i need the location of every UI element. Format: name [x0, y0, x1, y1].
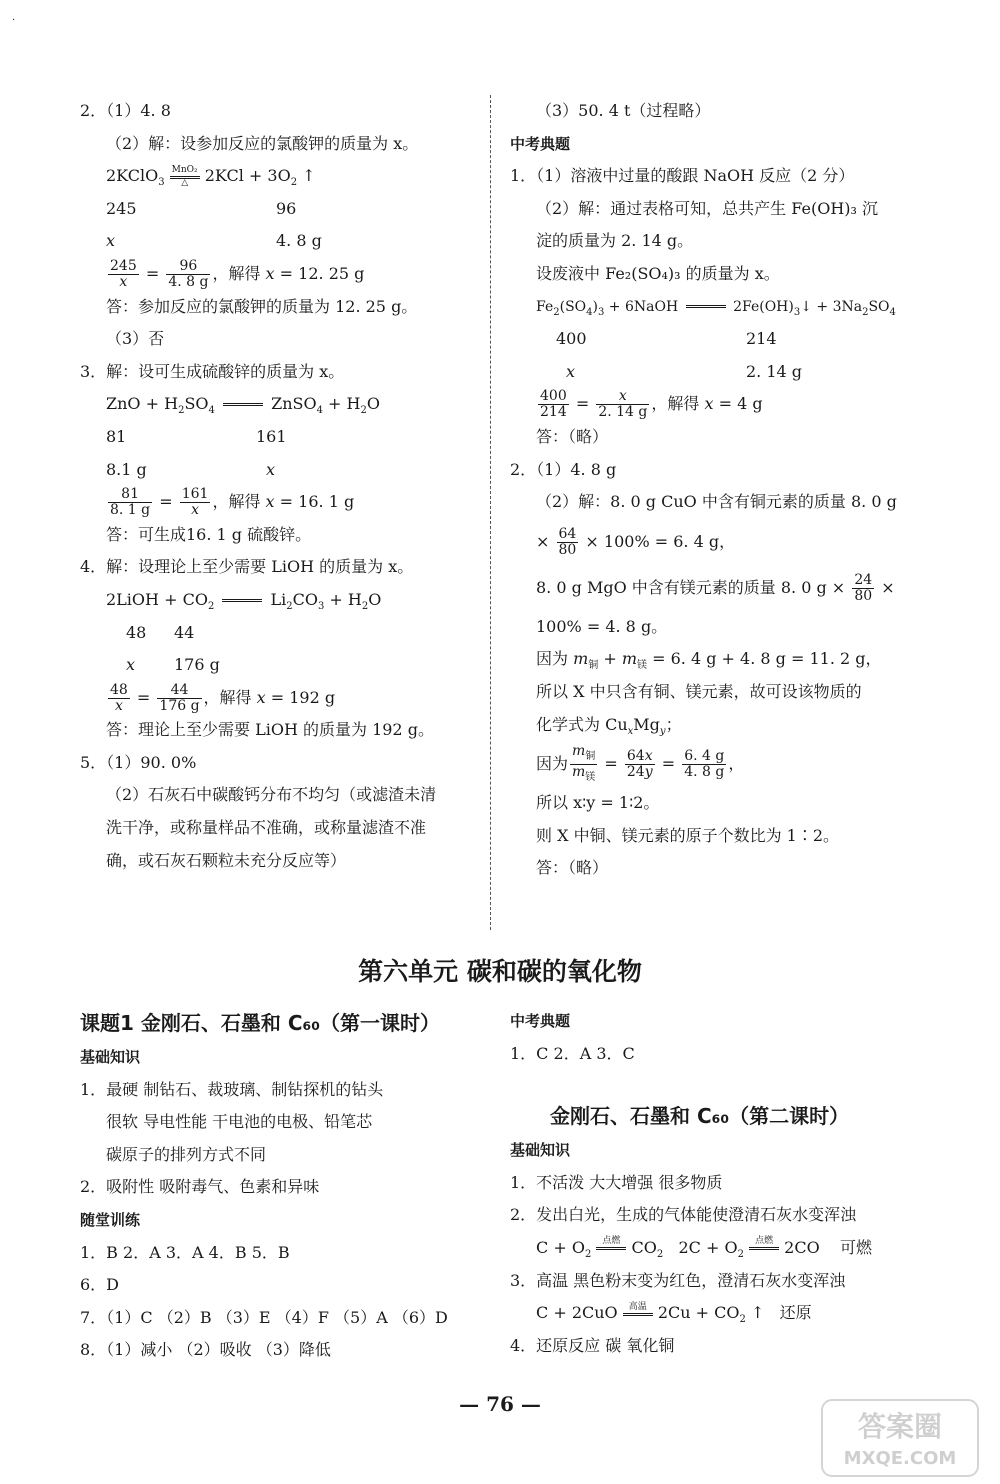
answer-line: 设废液中 Fe₂(SO₄)₃ 的质量为 x。	[536, 263, 780, 283]
section-heading: 中考典题	[510, 134, 571, 153]
answer-line: 81 161	[106, 426, 287, 446]
answer-line: 所以 x∶y = 1∶2。	[536, 793, 660, 813]
answer-line: 48 44	[126, 622, 195, 642]
answer-line: 6．D	[80, 1275, 120, 1295]
ratio-equation: $\frac{400}{214}$ = $\frac{x}{2. 14 g}$ ，解得 x = 4 g	[540, 388, 763, 421]
answer-line: 1．（1）溶液中过量的酸跟 NaOH 反应（2 分）	[510, 166, 855, 186]
answer-line: 碳原子的排列方式不同	[106, 1144, 267, 1164]
bottom-left-block	[80, 1005, 490, 1367]
answer-line: 答：理论上至少需要 LiOH 的质量为 192 g。	[106, 720, 434, 740]
answer-line: （2）石灰石中碳酸钙分布不均匀（或滤渣未清	[106, 785, 437, 805]
answer-line: 400 214	[556, 329, 777, 349]
answer-line: 100% = 4. 8 g。	[536, 616, 668, 636]
answer-line: （2）解：8. 0 g CuO 中含有铜元素的质量 8. 0 g	[536, 492, 897, 512]
lesson-title: 课题1 金刚石、石墨和 C₆₀（第一课时）	[80, 1011, 441, 1035]
ratio-equation: × $\frac{64}{80}$ × 100% = 6. 4 g，	[536, 525, 736, 558]
chem-equation: 2LiOH + $CO_2$ $Li_2CO_3 + H_2O$	[106, 589, 382, 613]
answer-line: 8.1 g x	[106, 459, 276, 479]
answer-line: 245 96	[106, 198, 297, 218]
column-divider	[490, 95, 491, 930]
watermark-logo	[820, 1398, 980, 1478]
answer-line: 淀的质量为 2. 14 g。	[536, 231, 694, 251]
answer-line: 1．B 2．A 3．A 4．B 5．B	[80, 1242, 290, 1262]
answer-line: 4．解：设理论上至少需要 LiOH 的质量为 x。	[80, 557, 414, 577]
answer-line: 化学式为 $Cu_xMg_y$；	[536, 714, 682, 737]
answer-line: 则 X 中铜、镁元素的原子个数比为 1∶2。	[536, 825, 840, 845]
ratio-equation: 因为 $\frac{m_铜}{m_镁}$ = $\frac{64x}{24y}$ = $\frac{6. 4 g}{4. 8 g}$ ，	[536, 743, 745, 783]
section-heading: 随堂训练	[80, 1210, 141, 1229]
answer-line: 所以 X 中只含有铜、镁元素，故可设该物质的	[536, 681, 862, 701]
ratio-equation: 8. 0 g MgO 中含有镁元素的质量 8. 0 g × $\frac{24}{80}$ ×	[536, 571, 895, 604]
section-heading: 基础知识	[80, 1048, 141, 1066]
page-number: — 76 —	[459, 1392, 541, 1416]
answer-line: 2．吸附性 吸附毒气、色素和异味	[80, 1177, 320, 1197]
svg-text:MXQE.COM: MXQE.COM	[843, 1448, 957, 1469]
answer-line: （2）解：设参加反应的氯酸钾的质量为 x。	[106, 133, 419, 153]
answer-line: 2．（1）4. 8 g	[510, 459, 617, 479]
answer-line: 答：（略）	[536, 858, 609, 878]
answer-line: 5．（1）90. 0%	[80, 752, 197, 772]
answer-line: 洗干净，或称量样品不准确，或称量滤渣不准	[106, 818, 427, 838]
answer-line: 3．高温 黑色粉末变为红色，澄清石灰水变浑浊	[510, 1270, 846, 1290]
lesson-title: 金刚石、石墨和 C₆₀（第二课时）	[550, 1104, 850, 1129]
answer-line: 2．（1）4. 8	[80, 101, 171, 120]
unit-title: 第六单元 碳和碳的氧化物	[358, 957, 642, 986]
answer-line: 答：可生成16. 1 g 硫酸锌。	[106, 524, 312, 544]
answer-line: 3．解：设可生成硫酸锌的质量为 x。	[80, 361, 345, 381]
answer-line: 2．发出白光，生成的气体能使澄清石灰水变浑浊	[510, 1205, 857, 1225]
answer-line: 1．最硬 制钻石、裁玻璃、制钻探机的钻头	[80, 1079, 384, 1099]
section-heading: 中考典题	[510, 1012, 571, 1030]
answer-line: 很软 导电性能 干电池的电极、铅笔芯	[106, 1112, 373, 1132]
ratio-equation: $\frac{48}{x}$ = $\frac{44}{176 g}$ ，解得 x = 192 g	[110, 681, 336, 714]
answer-line: x 4. 8 g	[106, 231, 322, 251]
answer-line: 8．（1）减小 （2）吸收 （3）降低	[80, 1340, 331, 1360]
chem-equation: C + 2CuO 高温 $2Cu + CO_2$ ↑ 还原	[536, 1301, 812, 1326]
reaction-condition: MnO₂ △	[171, 164, 198, 188]
answer-line: （2）解：通过表格可知，总共产生 Fe(OH)₃ 沉	[536, 198, 879, 218]
ratio-equation: $\frac{81}{8. 1 g}$ = $\frac{161}{x}$ ，解得 x = 16. 1 g	[110, 486, 355, 519]
answer-line: 确，或石灰石颗粒未充分反应等）	[106, 850, 347, 870]
answer-line: 1．C 2．A 3．C	[510, 1043, 635, 1063]
answer-line: （3）50. 4 t（过程略）	[536, 101, 711, 120]
bottom-right-block	[510, 1005, 930, 1362]
answer-line: x 2. 14 g	[566, 361, 803, 381]
answer-line: 7．（1）C （2）B （3）E （4）F （5）A （6）D	[80, 1307, 448, 1327]
answer-line: 答：参加反应的氯酸钾的质量为 12. 25 g。	[106, 296, 418, 316]
answer-line: 4．还原反应 碳 氧化铜	[510, 1335, 675, 1355]
answer-line: 1．不活泼 大大增强 很多物质	[510, 1172, 723, 1192]
answer-line: 答：（略）	[536, 426, 609, 446]
answer-line: （3）否	[106, 329, 165, 349]
answer-line: 因为 $m_铜 + m_镁 = 6$. 4 g + 4. 8 g = 11. 2 g，	[536, 649, 882, 672]
ratio-equation: $\frac{245}{x}$ = $\frac{96}{4. 8 g}$ ，解得 x = 12. 25 g	[110, 257, 365, 290]
corner-mark: .	[12, 12, 16, 23]
chem-equation: $C + O_2$ 点燃 $CO_2$ $2C + O_2$ 点燃 2CO 可燃	[536, 1236, 873, 1261]
section-heading: 基础知识	[510, 1141, 571, 1160]
chem-equation: 2KClO$_3$ MnO₂ △ $2KCl + 3O_2$ ↑	[106, 164, 316, 189]
left-column	[80, 95, 480, 877]
right-column	[510, 95, 930, 885]
chem-equation: ZnO + $H_2SO_4$ ZnSO$_4$ + $H_2O$	[106, 394, 380, 417]
svg-text:答案圈: 答案圈	[857, 1410, 943, 1443]
answer-line: x 176 g	[126, 655, 220, 675]
chem-equation: $Fe_2(SO_4)_3$ + 6NaOH $2Fe(OH)_3↓ + 3Na_2SO_4$	[536, 298, 896, 318]
